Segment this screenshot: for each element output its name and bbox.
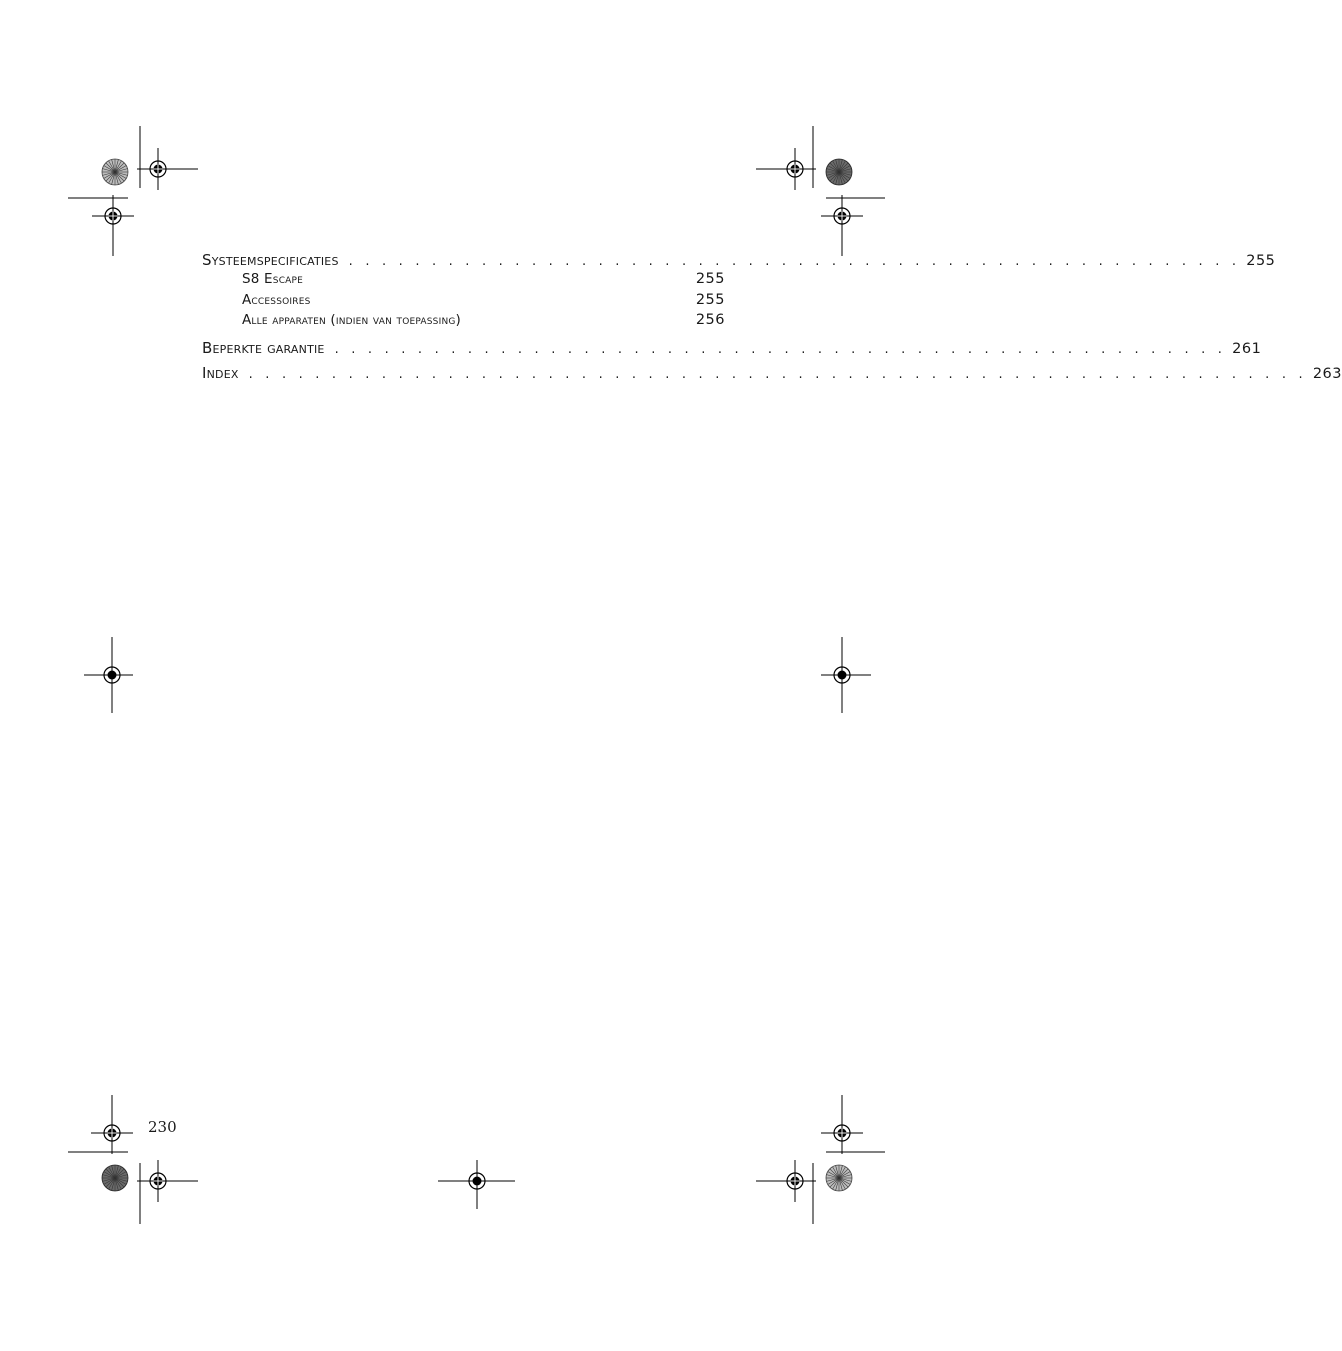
toc-entry-page: 256 <box>695 312 725 328</box>
toc-entry-page: 255 <box>695 291 725 308</box>
toc-entry-page: 261 <box>1232 340 1262 357</box>
toc-entry-label: Alle apparaten (indien van toepassing) <box>242 312 462 328</box>
page-number: 230 <box>148 1118 177 1136</box>
toc-dot-leader: . . . . . . . . . . . . . . . . . . . . . . . . . . . . . . . . . . . . . . . . . . . . . . . . . . . . . . <box>348 254 1241 269</box>
registration-mark-icon <box>91 1112 133 1154</box>
color-wheel-icon <box>102 1165 128 1191</box>
toc-entry-label: Beperkte garantie <box>202 338 325 357</box>
toc-entry-label: Systeemspecificaties <box>202 251 339 269</box>
color-wheel-icon <box>102 159 128 185</box>
registration-mark-icon <box>821 1112 863 1154</box>
toc-entry-label: Accessoires <box>242 291 311 308</box>
toc-entry-label: Index <box>202 363 239 382</box>
toc-entry-label: S8 Escape <box>242 271 304 287</box>
color-wheel-icon <box>826 1165 852 1191</box>
toc-dot-leader: . . . . . . . . . . . . . . . . . . . . . . . . . . . . . . . . . . . . . . . . . . . . . . . . . . . . . . . . . . . . . . . . <box>248 366 1307 382</box>
toc-entry-page: 255 <box>1246 253 1276 269</box>
color-wheel-icon <box>826 159 852 185</box>
toc-entry-page: 263 <box>1312 365 1342 382</box>
toc-dot-leader: . . . . . . . . . . . . . . . . . . . . . . . . . . . . . . . . . . . . . . . . . . . . . . . . . . . . . . <box>334 341 1227 357</box>
toc-entry-page: 255 <box>695 271 725 287</box>
